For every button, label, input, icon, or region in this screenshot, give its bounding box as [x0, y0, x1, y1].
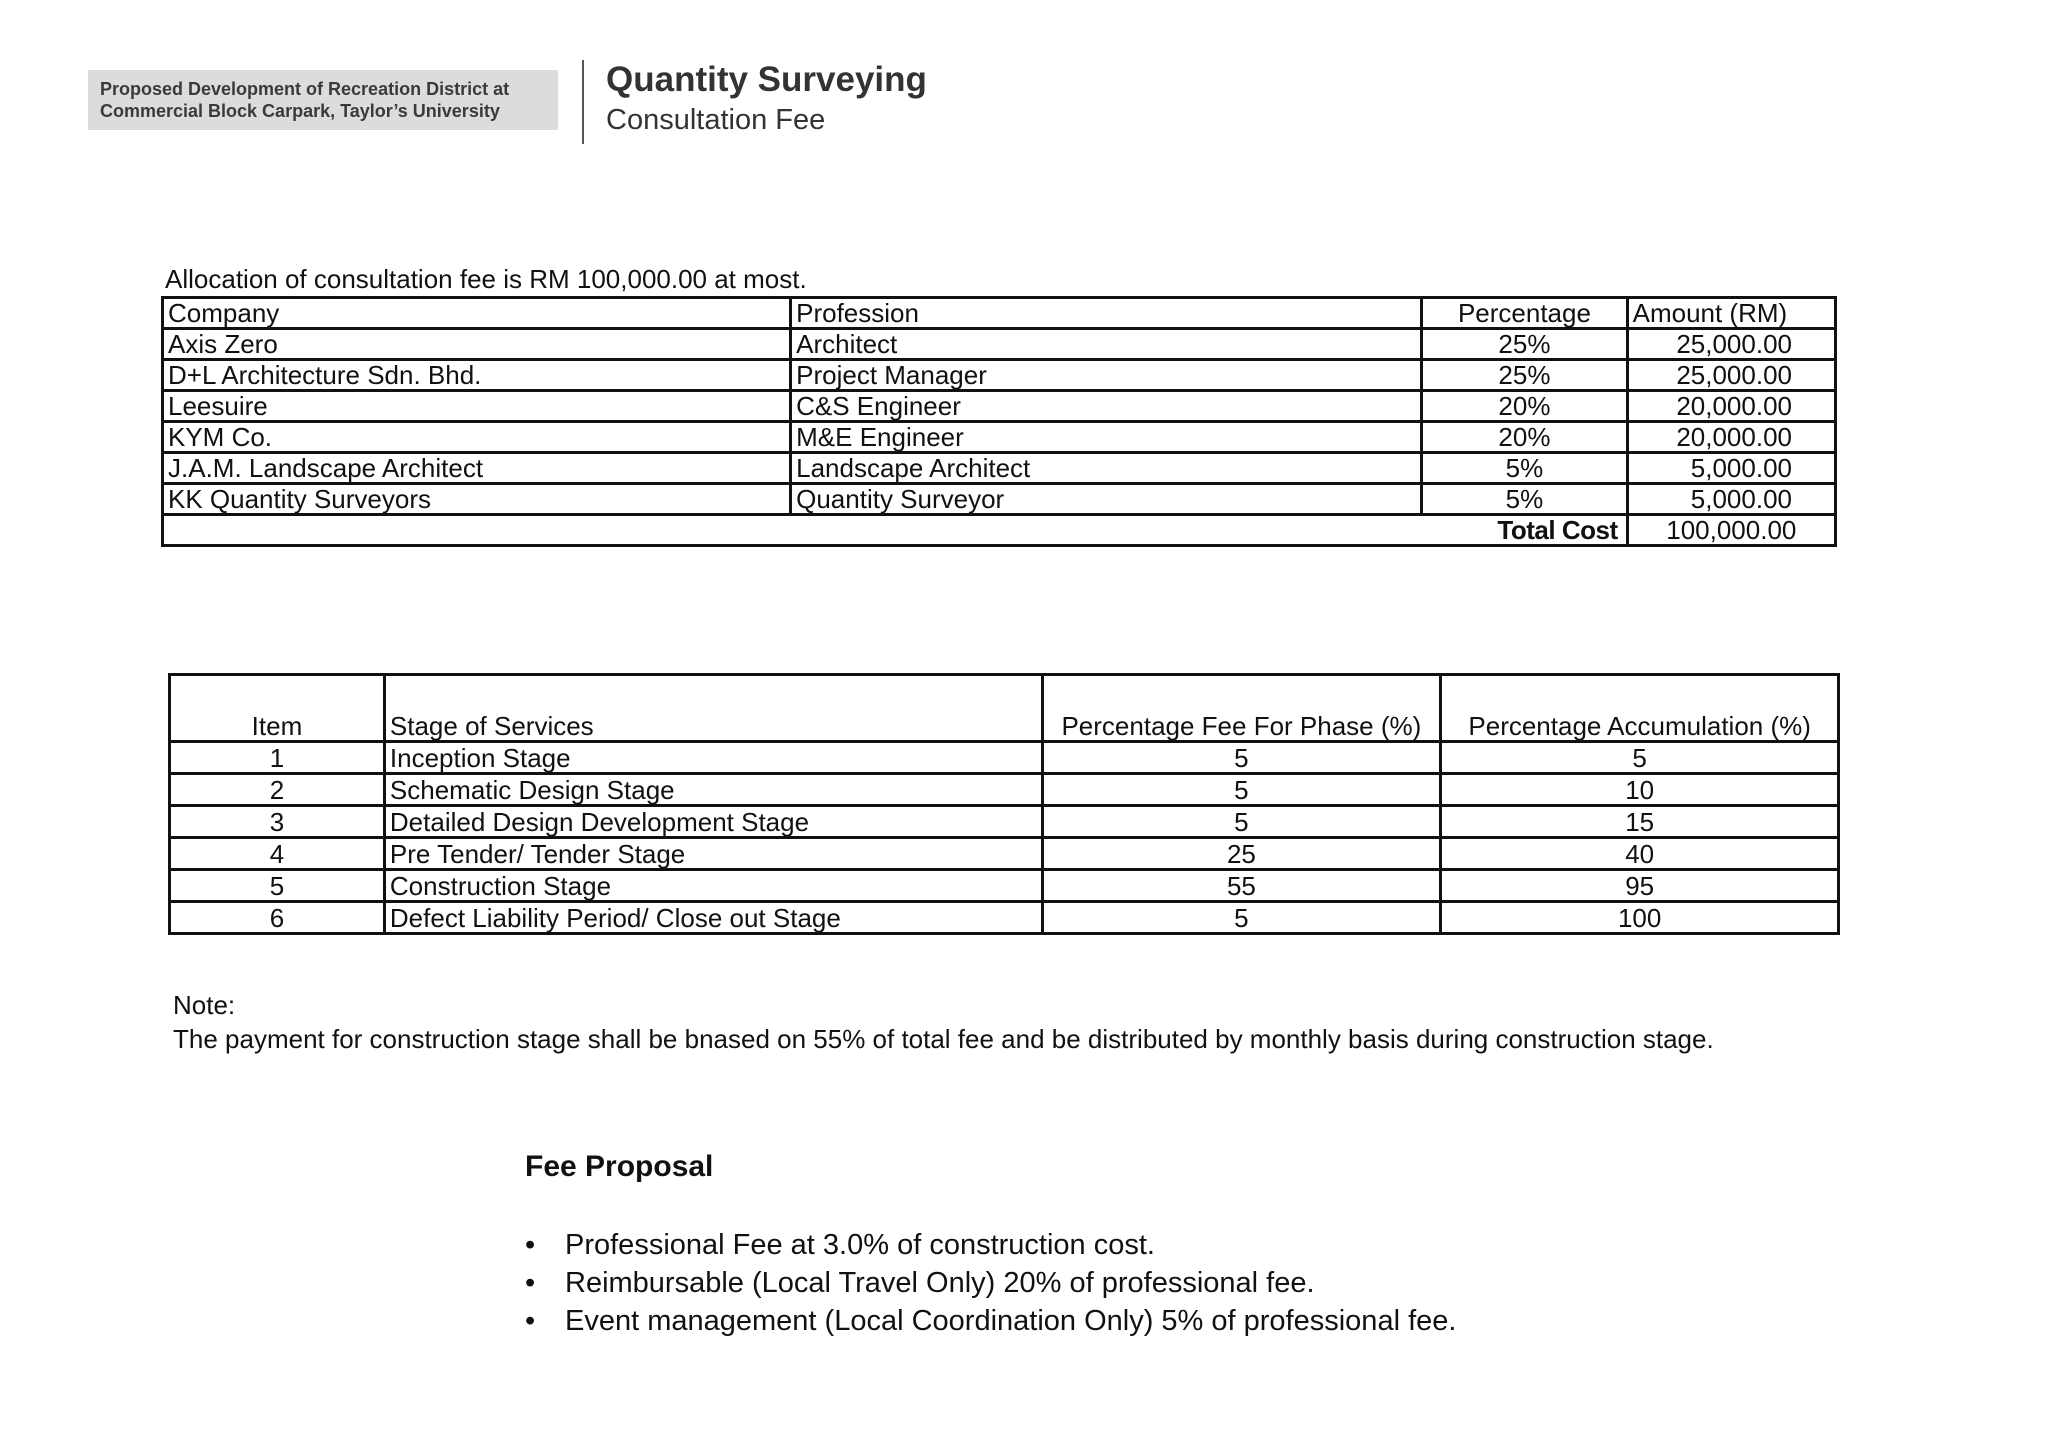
list-item — [525, 1302, 1456, 1340]
percentage-cell: 5% — [1422, 484, 1627, 515]
project-name-line2: Commercial Block Carpark, Taylor’s University — [100, 101, 500, 121]
accumulation-cell: 15 — [1441, 806, 1839, 838]
total-cost-value: 100,000.00 — [1627, 515, 1835, 546]
bullet: • — [525, 1305, 536, 1337]
stage-of-services-table — [168, 673, 1840, 935]
phase-fee-cell: 55 — [1042, 870, 1441, 902]
accumulation-cell: 95 — [1441, 870, 1839, 902]
phase-fee-cell: 5 — [1042, 742, 1441, 774]
column-header: Item — [170, 675, 385, 742]
stage-cell: Construction Stage — [384, 870, 1042, 902]
bullet: • — [525, 1267, 536, 1299]
list-item-text: Professional Fee at 3.0% of construction cost. — [565, 1229, 1155, 1261]
table-row — [170, 870, 1839, 902]
profession-cell: C&S Engineer — [791, 391, 1422, 422]
profession-cell: M&E Engineer — [791, 422, 1422, 453]
accumulation-cell: 5 — [1441, 742, 1839, 774]
header-divider — [582, 60, 584, 144]
table-row — [170, 742, 1839, 774]
total-row — [163, 515, 1836, 546]
accumulation-cell: 100 — [1441, 902, 1839, 934]
table-row — [163, 329, 1836, 360]
company-cell: Leesuire — [163, 391, 791, 422]
total-cost-label: Total Cost — [163, 515, 1628, 546]
company-cell: D+L Architecture Sdn. Bhd. — [163, 360, 791, 391]
item-cell: 2 — [170, 774, 385, 806]
table-row — [170, 774, 1839, 806]
percentage-cell: 20% — [1422, 391, 1627, 422]
amount-cell: 20,000.00 — [1627, 391, 1835, 422]
percentage-cell: 25% — [1422, 360, 1627, 391]
accumulation-cell: 10 — [1441, 774, 1839, 806]
column-header: Amount (RM) — [1627, 298, 1835, 329]
profession-cell: Architect — [791, 329, 1422, 360]
stage-cell: Detailed Design Development Stage — [384, 806, 1042, 838]
column-header: Percentage — [1422, 298, 1627, 329]
amount-cell: 25,000.00 — [1627, 360, 1835, 391]
table-row — [170, 806, 1839, 838]
item-cell: 6 — [170, 902, 385, 934]
phase-fee-cell: 5 — [1042, 774, 1441, 806]
column-header: Stage of Services — [384, 675, 1042, 742]
table-row — [163, 484, 1836, 515]
table-row — [163, 360, 1836, 391]
allocation-header-row — [163, 298, 1836, 329]
company-cell: KYM Co. — [163, 422, 791, 453]
project-name-line1: Proposed Development of Recreation District at — [100, 79, 510, 99]
stage-cell: Schematic Design Stage — [384, 774, 1042, 806]
company-cell: J.A.M. Landscape Architect — [163, 453, 791, 484]
column-header: Percentage Fee For Phase (%) — [1042, 675, 1441, 742]
phase-fee-cell: 25 — [1042, 838, 1441, 870]
amount-cell: 5,000.00 — [1627, 453, 1835, 484]
project-name-box — [88, 70, 558, 130]
percentage-cell: 25% — [1422, 329, 1627, 360]
profession-cell: Landscape Architect — [791, 453, 1422, 484]
allocation-table — [161, 296, 1837, 547]
phase-fee-cell: 5 — [1042, 902, 1441, 934]
note-label: Note: — [173, 990, 236, 1020]
bullet: • — [525, 1229, 536, 1261]
list-item-text: Event management (Local Coordination Only) 5% of professional fee. — [565, 1305, 1457, 1337]
table-row — [163, 422, 1836, 453]
table-row — [170, 838, 1839, 870]
fee-proposal-title: Fee Proposal — [525, 1150, 714, 1183]
page-title: Quantity Surveying — [606, 60, 927, 99]
profession-cell: Project Manager — [791, 360, 1422, 391]
item-cell: 5 — [170, 870, 385, 902]
phase-fee-cell: 5 — [1042, 806, 1441, 838]
percentage-cell: 20% — [1422, 422, 1627, 453]
company-cell: Axis Zero — [163, 329, 791, 360]
allocation-caption: Allocation of consultation fee is RM 100,000.00 at most. — [165, 264, 807, 294]
item-cell: 4 — [170, 838, 385, 870]
accumulation-cell: 40 — [1441, 838, 1839, 870]
note-text: The payment for construction stage shall be bnased on 55% of total fee and be distributed by monthly basis during construction stage. — [173, 1024, 1714, 1054]
list-item-text: Reimbursable (Local Travel Only) 20% of professional fee. — [565, 1267, 1315, 1299]
list-item — [525, 1226, 1456, 1264]
stage-cell: Pre Tender/ Tender Stage — [384, 838, 1042, 870]
item-cell: 1 — [170, 742, 385, 774]
page-subtitle: Consultation Fee — [606, 104, 826, 136]
column-header: Profession — [791, 298, 1422, 329]
company-cell: KK Quantity Surveyors — [163, 484, 791, 515]
list-item — [525, 1264, 1456, 1302]
stages-header-row — [170, 675, 1839, 742]
stage-cell: Defect Liability Period/ Close out Stage — [384, 902, 1042, 934]
table-row — [170, 902, 1839, 934]
fee-proposal-list — [525, 1226, 1456, 1340]
table-row — [163, 453, 1836, 484]
table-row — [163, 391, 1836, 422]
item-cell: 3 — [170, 806, 385, 838]
percentage-cell: 5% — [1422, 453, 1627, 484]
amount-cell: 5,000.00 — [1627, 484, 1835, 515]
column-header: Percentage Accumulation (%) — [1441, 675, 1839, 742]
stage-cell: Inception Stage — [384, 742, 1042, 774]
amount-cell: 25,000.00 — [1627, 329, 1835, 360]
amount-cell: 20,000.00 — [1627, 422, 1835, 453]
profession-cell: Quantity Surveyor — [791, 484, 1422, 515]
column-header: Company — [163, 298, 791, 329]
